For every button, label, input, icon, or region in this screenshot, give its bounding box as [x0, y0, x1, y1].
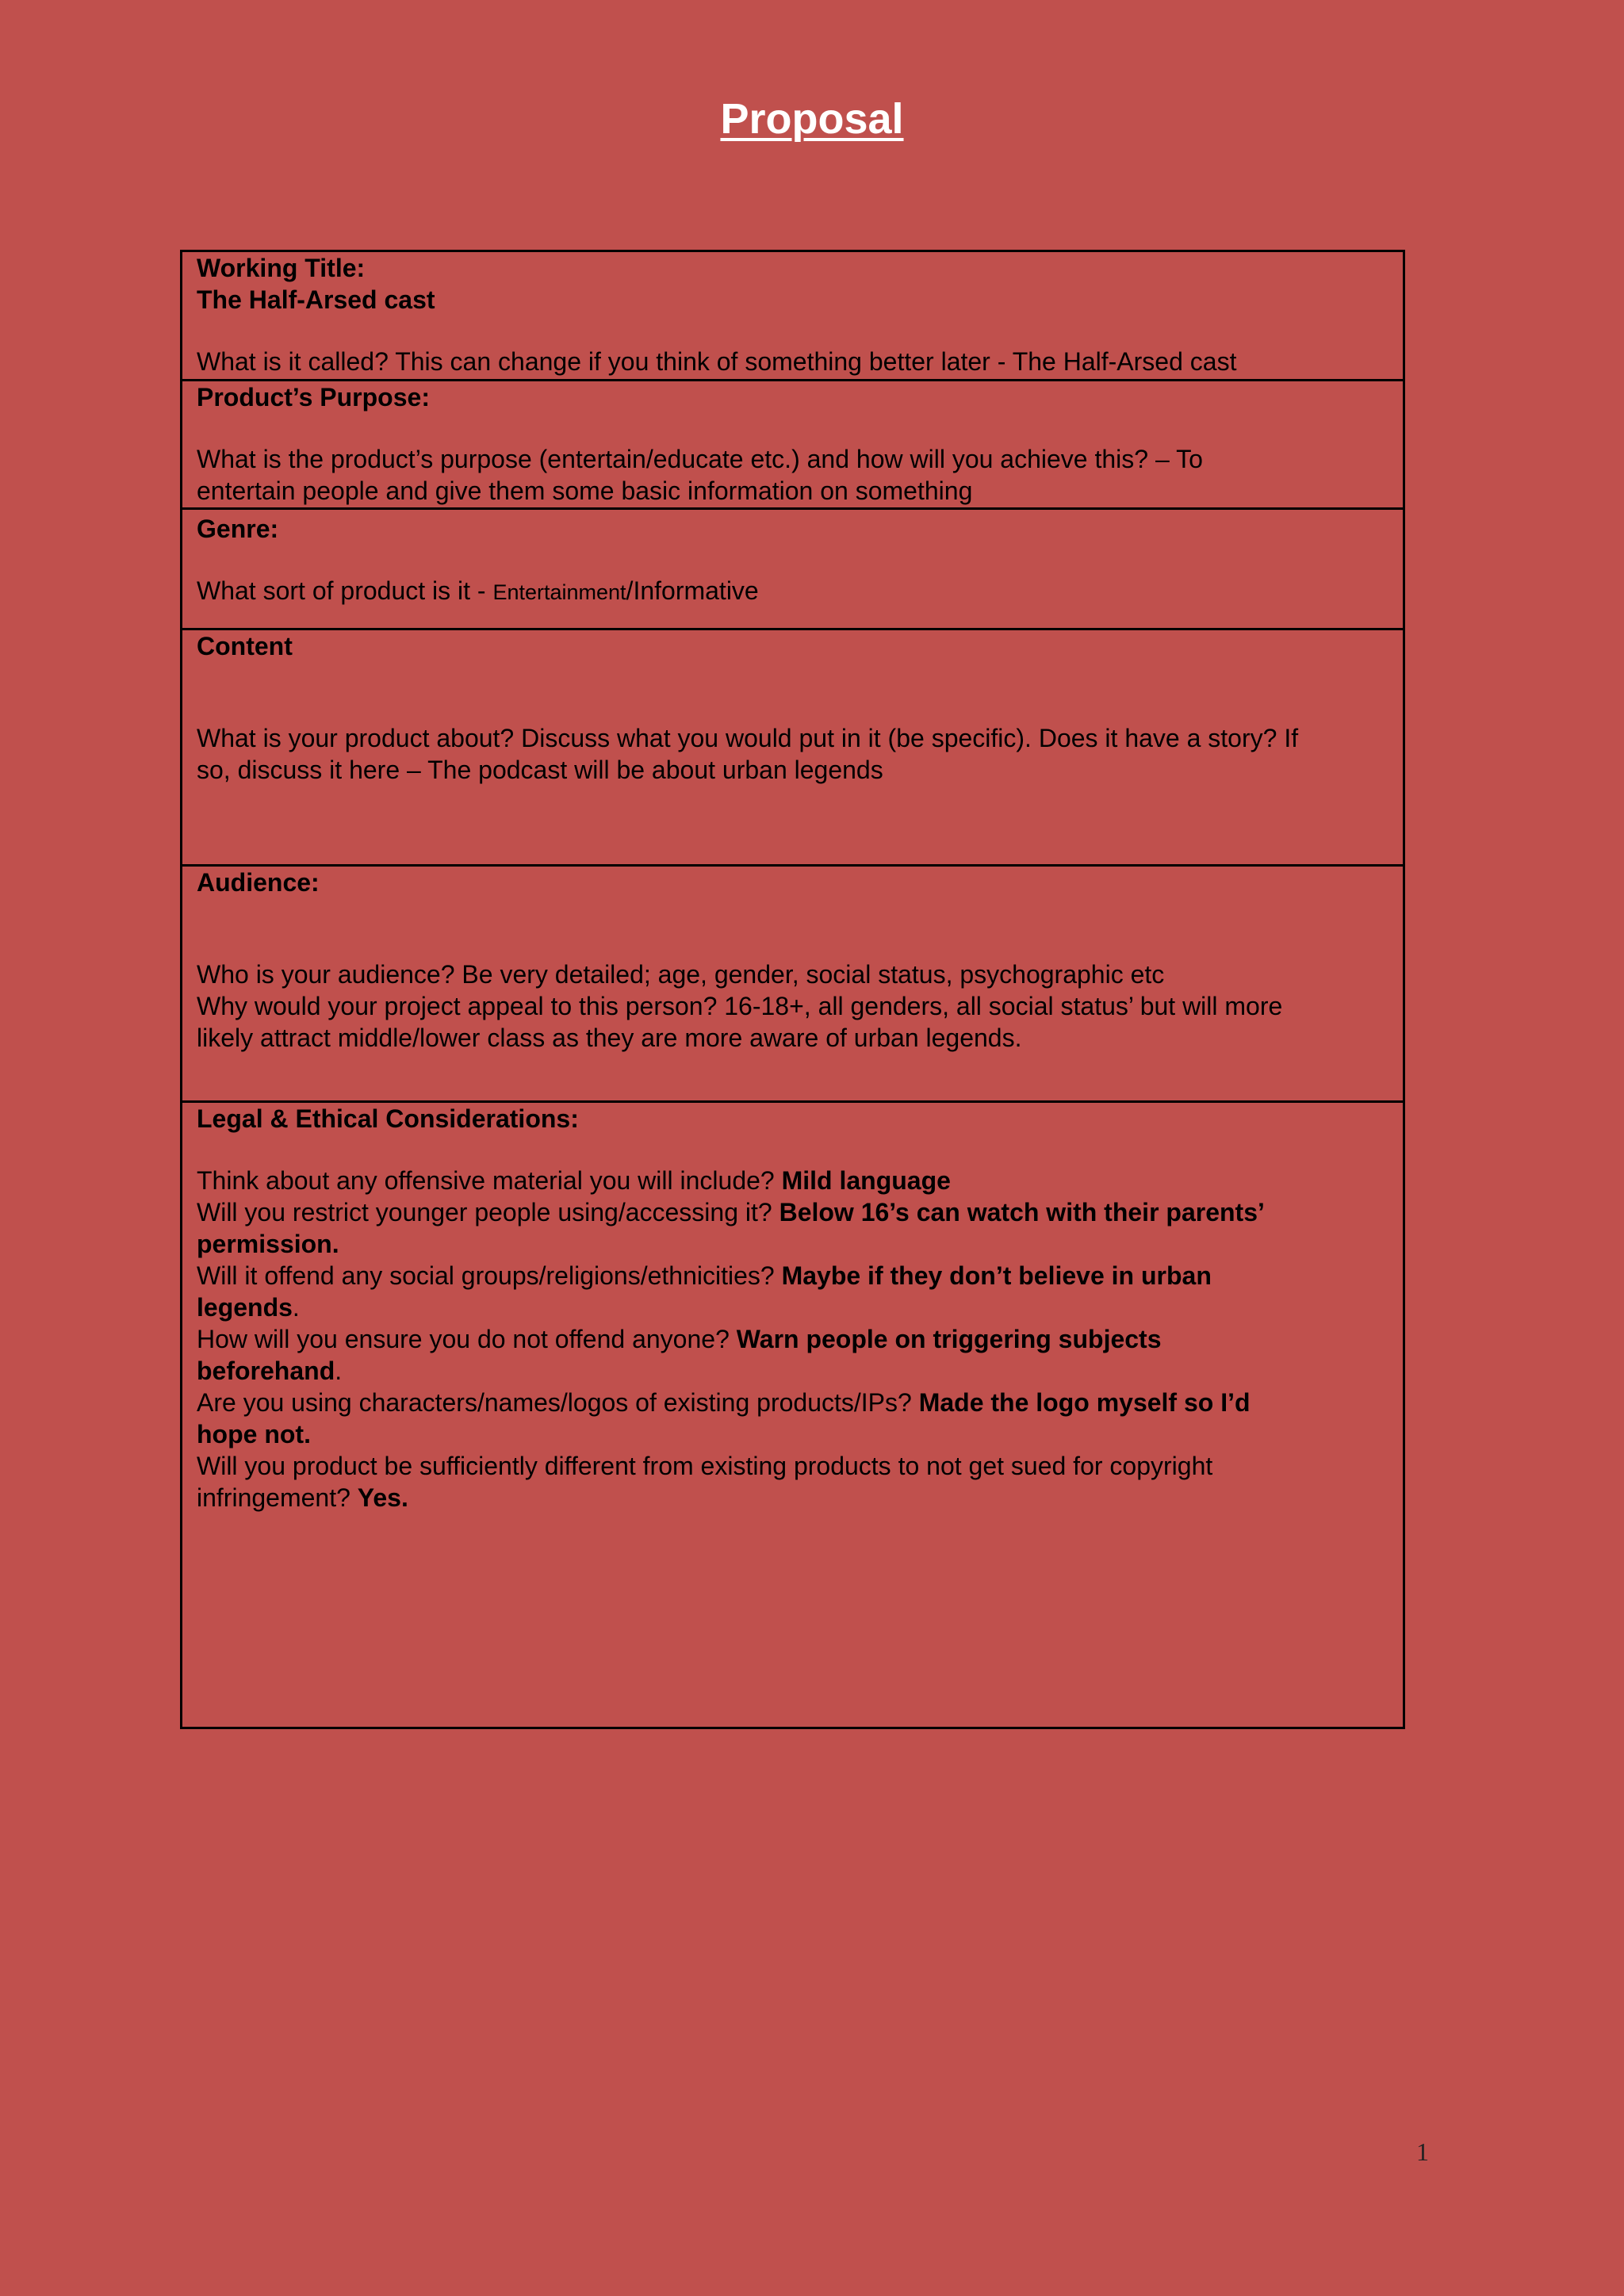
audience-line2: Why would your project appeal to this person? 16-18+, all genders, all social status’ but will more: [197, 992, 1283, 1020]
legal-q2: Will you restrict younger people using/accessing it? Below 16’s can watch with their parents’: [197, 1198, 1265, 1226]
audience-line3: likely attract middle/lower class as they are more aware of urban legends.: [197, 1024, 1022, 1052]
page-title: Proposal: [720, 95, 904, 143]
purpose-question-line1: What is the product’s purpose (entertain/educate etc.) and how will you achieve this? – To: [197, 445, 1203, 473]
legal-answer-6: Yes.: [357, 1483, 408, 1512]
purpose-label: Product’s Purpose:: [197, 383, 430, 411]
legal-answer-5: Made the logo myself so I’d: [918, 1388, 1251, 1417]
content-label: Content: [197, 632, 293, 660]
legal-answer-3: Maybe if they don’t believe in urban: [781, 1261, 1212, 1290]
content-question-line1: What is your product about? Discuss what you would put in it (be specific). Does it have a story? If: [197, 724, 1299, 752]
purpose-question-line2: entertain people and give them some basic information on something: [197, 476, 973, 505]
audience-label: Audience:: [197, 868, 320, 897]
legal-answer-4: Warn people on triggering subjects: [736, 1325, 1162, 1353]
working-title-value: The Half-Arsed cast: [197, 285, 435, 314]
legal-q6: Will you product be sufficiently different from existing products to not get sued for copyright: [197, 1452, 1213, 1480]
legal-answer-2: Below 16’s can watch with their parents’: [779, 1198, 1265, 1226]
legal-label: Legal & Ethical Considerations:: [197, 1104, 579, 1133]
legal-q4: How will you ensure you do not offend anyone? Warn people on triggering subjects: [197, 1325, 1162, 1353]
legal-answer-2-cont: permission.: [197, 1230, 339, 1258]
audience-line1: Who is your audience? Be very detailed; age, gender, social status, psychographic etc: [197, 960, 1165, 989]
genre-answer-entertainment: Entertainment: [492, 580, 626, 604]
content-question-line2: so, discuss it here – The podcast will be about urban legends: [197, 756, 883, 784]
legal-q3: Will it offend any social groups/religions/ethnicities? Maybe if they don’t believe in urban: [197, 1261, 1212, 1290]
proposal-form-table: [180, 250, 1405, 1729]
genre-label: Genre:: [197, 515, 279, 543]
legal-answer-5-cont: hope not.: [197, 1420, 311, 1448]
legal-section: Legal & Ethical Considerations: Think about any offensive material you will include? Mild language Will you restrict younger people using/accessing it? Below 16’s can watch with their parents’ permission. Will it offend any social groups/religions/ethnicities? Maybe if they don’t believe in urban legends. How will you ensure you do not offend anyone? Warn people on triggering subjects beforehand. Are you using characters/names/logos of existing products/IPs? Made the logo myself so I’d hope not. Will you product be sufficiently different from existing products to not get sued for copyright infringement? Yes.: [182, 1100, 1403, 1727]
audience-section: [182, 864, 1403, 1100]
working-title-section: [182, 252, 1403, 379]
working-title-question: What is it called? This can change if you think of something better later - The Half-Arsed cast: [197, 347, 1237, 376]
working-title-label: Working Title:: [197, 254, 366, 282]
legal-q5: Are you using characters/names/logos of existing products/IPs? Made the logo myself so I’d: [197, 1388, 1251, 1417]
legal-answer-1: Mild language: [781, 1166, 951, 1195]
page-number: 1: [1416, 2137, 1429, 2166]
genre-question: What sort of product is it - Entertainment/Informative: [197, 576, 759, 605]
content-section: [182, 628, 1403, 864]
legal-answer-3-cont: legends: [197, 1293, 293, 1322]
legal-answer-4-cont: beforehand: [197, 1357, 335, 1385]
genre-answer-informative: /Informative: [626, 576, 759, 605]
genre-section: [182, 507, 1403, 628]
legal-q1: Think about any offensive material you will include? Mild language: [197, 1166, 951, 1195]
purpose-section: [182, 379, 1403, 507]
